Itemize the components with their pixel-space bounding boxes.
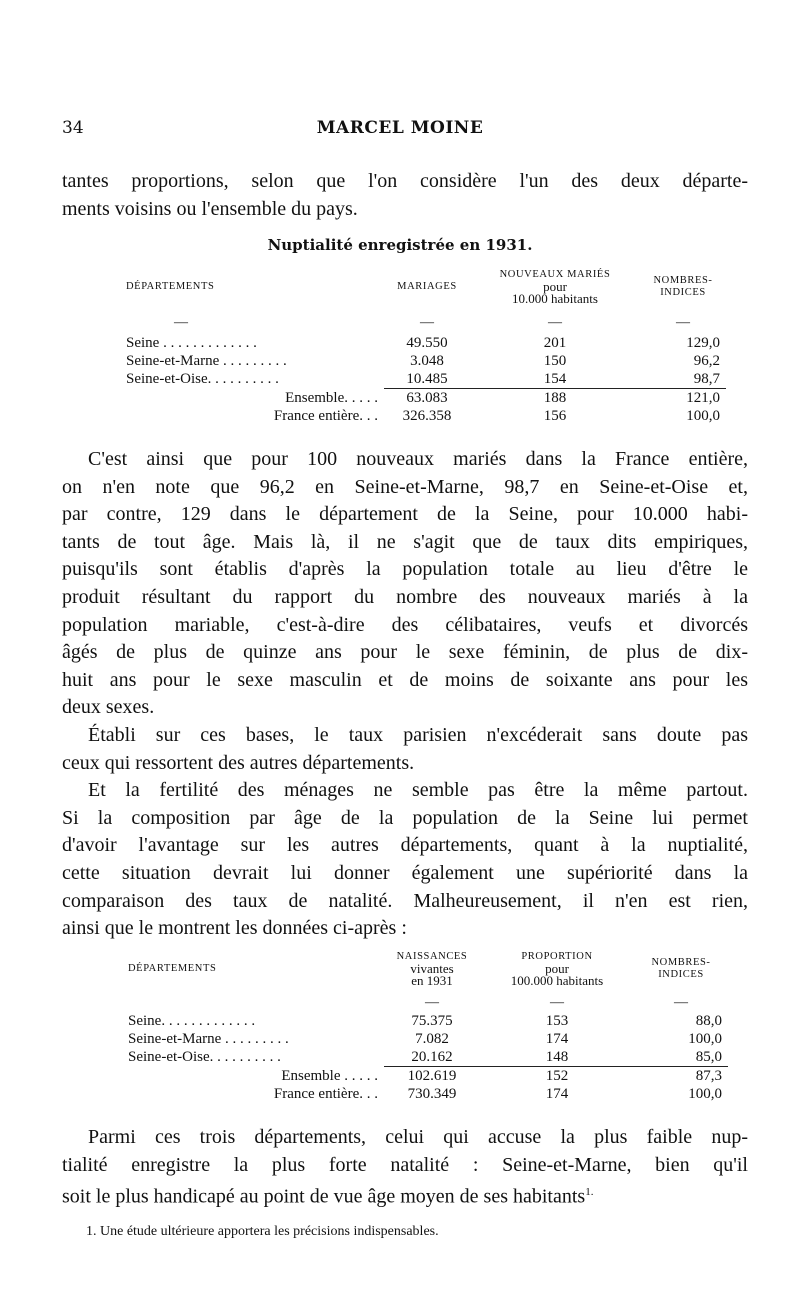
- column-header-naissances: NAISSANCES vivantes en 1931: [396, 951, 468, 988]
- text-line: par contre, 129 dans le département de la Seine, pour 10.000 habi-: [62, 503, 748, 526]
- text-line: on n'en note que 96,2 en Seine-et-Marne, 98,7 en Seine-et-Oise et,: [62, 475, 748, 498]
- text-line: âgés de plus de quinze ans pour le sexe féminin, de plus de dix-: [62, 641, 748, 664]
- text-line: d'avoir l'avantage sur les autres départements, quant à la nuptialité,: [62, 834, 748, 857]
- table-row: Seine-et-Marne . . . . . . . . . 7.082 174 100,0: [128, 1031, 722, 1047]
- text-line: tants de tout âge. Mais là, il ne s'agit que de taux dits empiriques,: [62, 530, 748, 553]
- text-line: huit ans pour le sexe masculin et de moins de soixante ans pour les: [62, 668, 748, 691]
- paragraph-intro: [62, 168, 748, 223]
- page-number: 34: [62, 118, 84, 138]
- total-row: France entière. . . 730.349 174 100,0: [273, 1086, 722, 1102]
- table-row: Seine. . . . . . . . . . . . . 75.375 153 88,0: [128, 1013, 722, 1029]
- text-line: soit le plus handicapé au point de vue âge moyen de ses habitants$^{1.}$: [62, 1185, 594, 1208]
- running-head: MARCEL MOINE: [316, 118, 484, 138]
- text-line: comparaison des taux de natalité. Malheureusement, il n'en est rien,: [62, 889, 748, 912]
- table-row: Seine-et-Oise. . . . . . . . . . 10.485 154 98,7: [126, 370, 726, 389]
- table-title: Nuptialité enregistrée en 1931.: [267, 236, 533, 254]
- dash-row: — — —: [425, 995, 688, 1010]
- text-line: Établi sur ces bases, le taux parisien n'excéderait sans doute pas: [88, 723, 748, 746]
- column-header-departements: DÉPARTEMENTS: [128, 963, 217, 974]
- column-header-nouveaux-maries: NOUVEAUX MARIÉS pour 10.000 habitants: [499, 269, 611, 306]
- column-header-mariages: MARIAGES: [397, 281, 457, 292]
- total-row: Ensemble . . . . . 102.619 152 87,3: [281, 1067, 722, 1084]
- footnote: 1. Une étude ultérieure apportera les précisions indispensables.: [86, 1224, 439, 1239]
- text-line: C'est ainsi que pour 100 nouveaux mariés dans la France entière,: [88, 448, 748, 470]
- footnote-marker: 1.: [585, 1186, 594, 1199]
- text-line: tialité enregistre la plus forte natalité : Seine-et-Marne, bien qu'il: [62, 1153, 748, 1176]
- text-line: population mariable, c'est-à-dire des célibataires, veufs et divorcés: [62, 613, 748, 636]
- column-header-proportion: PROPORTION pour 100.000 habitants: [510, 951, 604, 988]
- total-row: France entière. . . 326.358 156 100,0: [273, 408, 720, 424]
- natality-table: [128, 944, 728, 1103]
- column-header-nombres-indices: NOMBRES- INDICES: [651, 957, 711, 980]
- table-row: Seine-et-Oise. . . . . . . . . . 20.162 148 85,0: [128, 1048, 728, 1067]
- table-row: Seine . . . . . . . . . . . . . 49.550 201 129,0: [126, 335, 720, 351]
- paragraph-conclusion: [62, 1124, 748, 1211]
- text-line: cette situation devrait lui donner également une supériorité dans la: [62, 861, 748, 884]
- total-row: Ensemble. . . . . 63.083 188 121,0: [285, 389, 720, 406]
- nuptiality-table: [126, 262, 726, 425]
- text-line: produit résultant du rapport du nombre des nouveaux mariés à la: [62, 585, 748, 608]
- column-header-departements: DÉPARTEMENTS: [126, 281, 215, 292]
- text-line: ceux qui ressortent des autres départements.: [62, 751, 415, 774]
- column-header-nombres-indices: NOMBRES- INDICES: [653, 275, 713, 298]
- text-line: ainsi que le montrent les données ci-après :: [62, 917, 407, 940]
- text-line: tantes proportions, selon que l'on considère l'un des deux départe-: [62, 170, 748, 192]
- text-line: Parmi ces trois départements, celui qui accuse la plus faible nup-: [88, 1126, 748, 1148]
- text-line: puisqu'ils sont établis d'après la population totale au lieu d'être le: [62, 558, 748, 581]
- text-line: deux sexes.: [62, 696, 155, 719]
- dash-row: — — — —: [174, 315, 690, 330]
- text-line: Et la fertilité des ménages ne semble pas être la même partout.: [88, 779, 748, 802]
- text-line: Si la composition par âge de la population de la Seine lui permet: [62, 806, 748, 829]
- page-header: [62, 118, 738, 148]
- paragraph-body: [62, 446, 748, 943]
- table-row: Seine-et-Marne . . . . . . . . . 3.048 150 96,2: [126, 353, 720, 369]
- text-line: ments voisins ou l'ensemble du pays.: [62, 197, 358, 220]
